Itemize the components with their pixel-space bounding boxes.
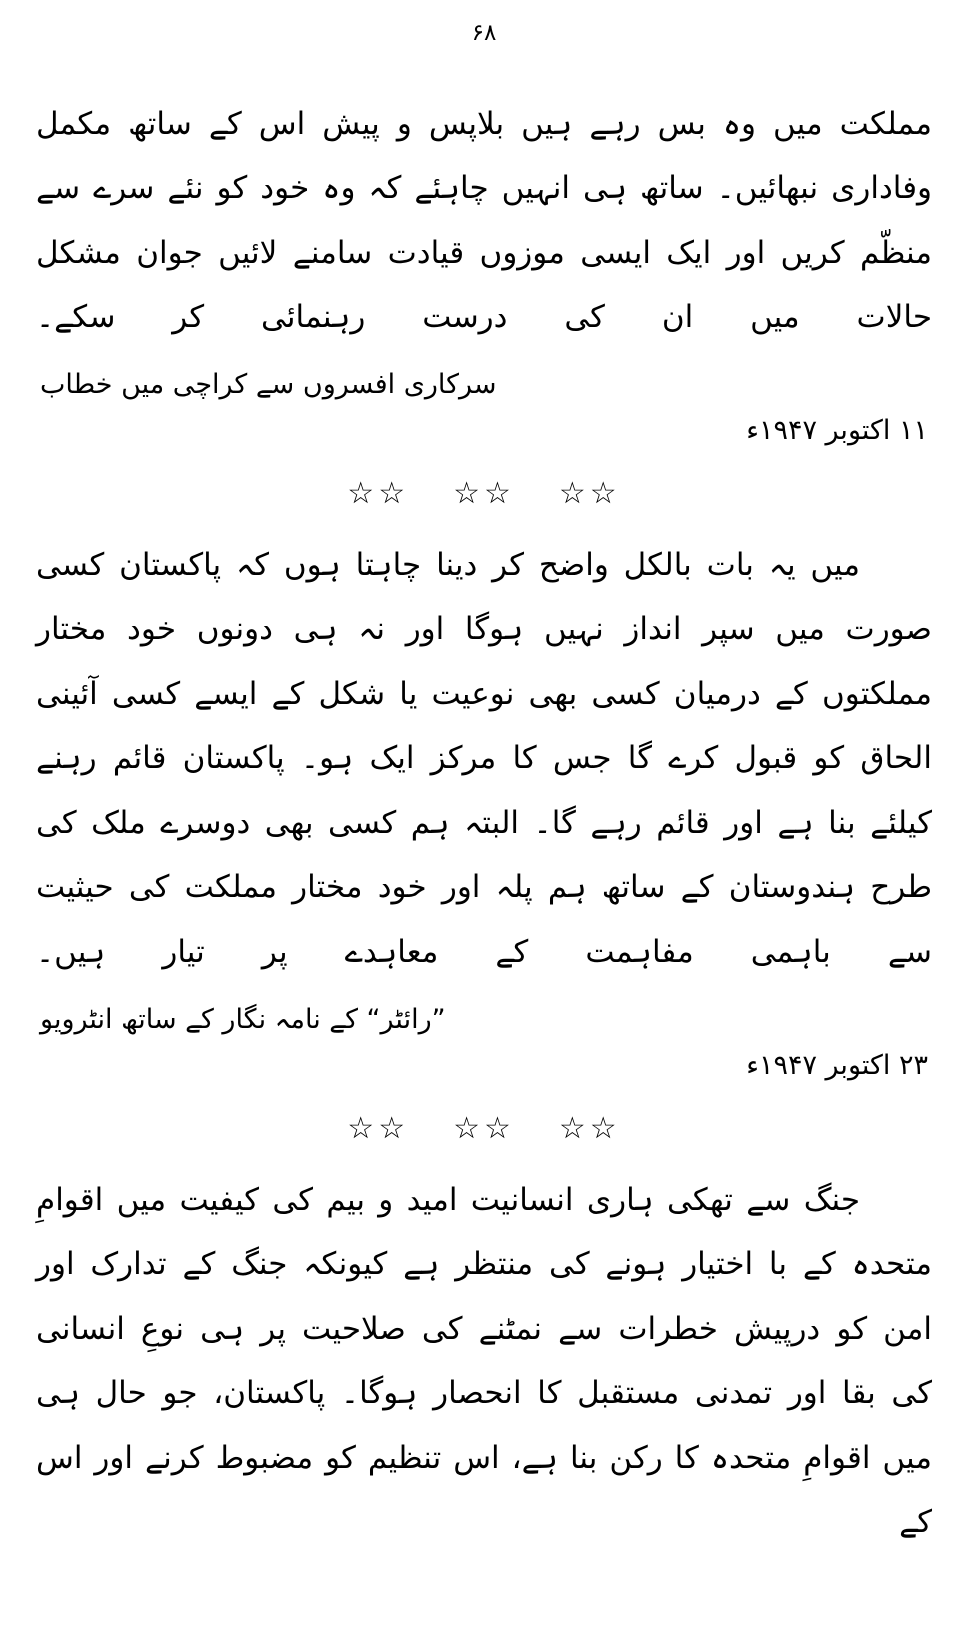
- star-group: ☆☆: [347, 1110, 410, 1146]
- star-group: ☆☆: [453, 475, 515, 511]
- star-separator: [30, 475, 938, 511]
- attribution-source: سرکاری افسروں سے کراچی میں خطاب: [40, 369, 497, 401]
- star-group: ☆☆: [558, 475, 621, 511]
- star-group: ☆☆: [558, 1110, 621, 1146]
- body-paragraph-continued: جنگ سے تھکی ہاری انسانیت امید و بیم کی کیفیت میں اقوامِ متحدہ کے با اختیار ہونے کی منتظر ہے کیونکہ جنگ کے تدارک اور امن کو درپیش خطرات سے نمٹنے کی صلاحیت پر ہی نوعِ انسانی کی بقا اور تمدنی مستقبل کا انحصار ہوگا۔ پاکستان، جو حال ہی میں اقوامِ متحدہ کا رکن بنا ہے، اس تنظیم کو مضبوط کرنے اور اس کے: [36, 1181, 932, 1541]
- attribution-source: ”رائٹر“ کے نامہ نگار کے ساتھ انٹرویو: [40, 1004, 446, 1036]
- body-paragraph: مملکت میں وہ بس رہے ہیں بلاپس و پیش اس کے ساتھ مکمل وفاداری نبھائیں۔ ساتھ ہی انہیں چاہئے کہ وہ خود کو نئے سرے سے منظّم کریں اور ایک ایسی موزوں قیادت سامنے لائیں جوان مشکل حالات میں ان کی درست رہنمائی کر سکے۔: [36, 105, 932, 335]
- star-separator: [30, 1110, 938, 1146]
- star-group: ☆☆: [347, 475, 410, 511]
- attribution-block: [36, 998, 932, 1087]
- attribution-date: ۲۳ اکتوبر ۱۹۴۷ء: [746, 1049, 928, 1081]
- attribution-date: ۱۱ اکتوبر ۱۹۴۷ء: [746, 415, 928, 447]
- page-content: [30, 92, 938, 1555]
- page-number: ۶۸: [471, 20, 497, 46]
- body-paragraph: میں یہ بات بالکل واضح کر دینا چاہتا ہوں کہ پاکستان کسی صورت میں سپر انداز نہیں ہوگا اور نہ ہی دونوں خود مختار مملکتوں کے درمیان کسی بھی نوعیت یا شکل کے ایسے کسی آئینی الحاق کو قبول کرے گا جس کا مرکز ایک ہو۔ پاکستان قائم رہنے کیلئے بنا ہے اور قائم رہے گا۔ البتہ ہم کسی بھی دوسرے ملک کی طرح ہندوستان کے ساتھ ہم پلہ اور خود مختار مملکت کی حیثیت سے باہمی مفاہمت کے معاہدے پر تیار ہیں۔: [36, 546, 932, 970]
- star-group: ☆☆: [453, 1110, 515, 1146]
- attribution-block: [36, 363, 932, 452]
